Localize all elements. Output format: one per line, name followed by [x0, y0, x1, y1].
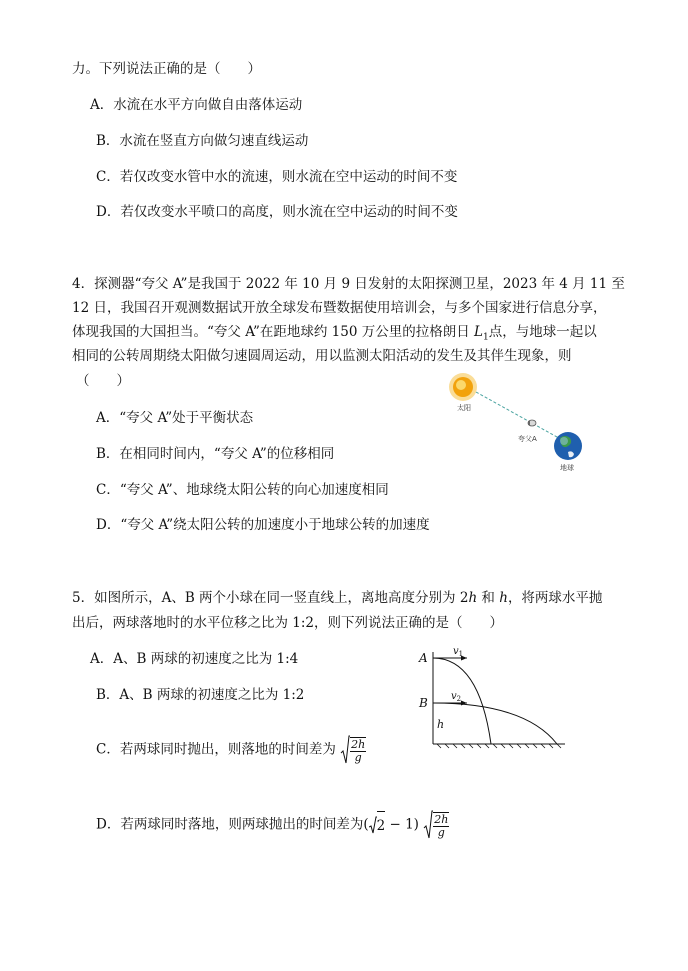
earth-icon [554, 432, 582, 460]
q5-option-c: C．若两球同时抛出，则落地的时间差为 $\frac{2h}{g}$ [96, 735, 366, 765]
q3-stem-end: 力。下列说法正确的是（ ） [72, 61, 261, 77]
q4-stem-line3: 体现我国的大国担当。“夸父 A”在距地球约 150 万公里的拉格朗日 $L_1$点，与地球一起以 [72, 324, 597, 343]
sqrt-expression: $\frac{2h}{g}$ [340, 735, 366, 765]
q4-stem-line2: 12 日，我国召开观测数据试开放全球发布暨数据使用培训会，与多个国家进行信息分享， [72, 300, 607, 316]
ground-hatching [437, 744, 561, 748]
q5-option-b: B．A、B 两球的初速度之比为 1:2 [96, 687, 305, 703]
radical-sign [423, 810, 433, 840]
probe-icon [528, 420, 536, 426]
q5-stem-line2: 出后，两球落地时的水平位移之比为 1:2，则下列说法正确的是（ ） [72, 615, 504, 631]
v2-label: $v_2$ [451, 691, 462, 703]
q5-figure [415, 640, 575, 755]
q3-option-a: A．水流在水平方向做自由落体运动 [90, 97, 303, 113]
q4-option-c: C．“夸父 A”、地球绕太阳公转的向心加速度相同 [96, 482, 389, 498]
q5-stem-line1: 5．如图所示，A、B 两个小球在同一竖直线上，离地高度分别为 2h 和 h，将两球水平抛 [72, 590, 603, 606]
sun-icon [449, 373, 477, 401]
ball-b-label: B [419, 696, 428, 710]
q4-figure [440, 368, 600, 478]
probe-label: 夸父A [518, 435, 537, 443]
q4-option-a: A．“夸父 A”处于平衡状态 [96, 410, 254, 426]
q5-option-a: A．A、B 两球的初速度之比为 1:4 [90, 651, 299, 667]
radical-sign [340, 735, 350, 765]
q4-option-d: D．“夸父 A”绕太阳公转的加速度小于地球公转的加速度 [96, 517, 430, 533]
height-label: h [437, 718, 445, 731]
q4-stem-line5: （ ） [76, 373, 130, 389]
sqrt-expression: $\frac{2h}{g}$ [423, 810, 449, 840]
radical-sign [369, 816, 377, 834]
q5-option-d: D．若两球同时落地，则两球抛出的时间差为( 2 − 1) $\frac{2h}{g}$ [96, 810, 449, 840]
ball-a-label: A [419, 651, 428, 665]
q3-option-d: D．若仅改变水平喷口的高度，则水流在空中运动的时间不变 [96, 204, 458, 220]
v1-label: $v_1$ [453, 646, 464, 658]
sun-label: 太阳 [457, 404, 471, 412]
q4-option-b: B．在相同时间内，“夸父 A”的位移相同 [96, 446, 335, 462]
earth-label: 地球 [560, 464, 574, 472]
trajectory-b [433, 703, 557, 744]
q3-option-b: B．水流在竖直方向做匀速直线运动 [96, 133, 309, 149]
q3-option-c: C．若仅改变水管中水的流速，则水流在空中运动的时间不变 [96, 169, 458, 185]
q4-stem-line4: 相同的公转周期绕太阳做匀速圆周运动，用以监测太阳活动的发生及其伴生现象，则 [72, 348, 572, 364]
q4-stem-line1: 4．探测器“夸父 A”是我国于 2022 年 10 月 9 日发射的太阳探测卫星，2023 年 4 月 11 至 [72, 276, 625, 292]
